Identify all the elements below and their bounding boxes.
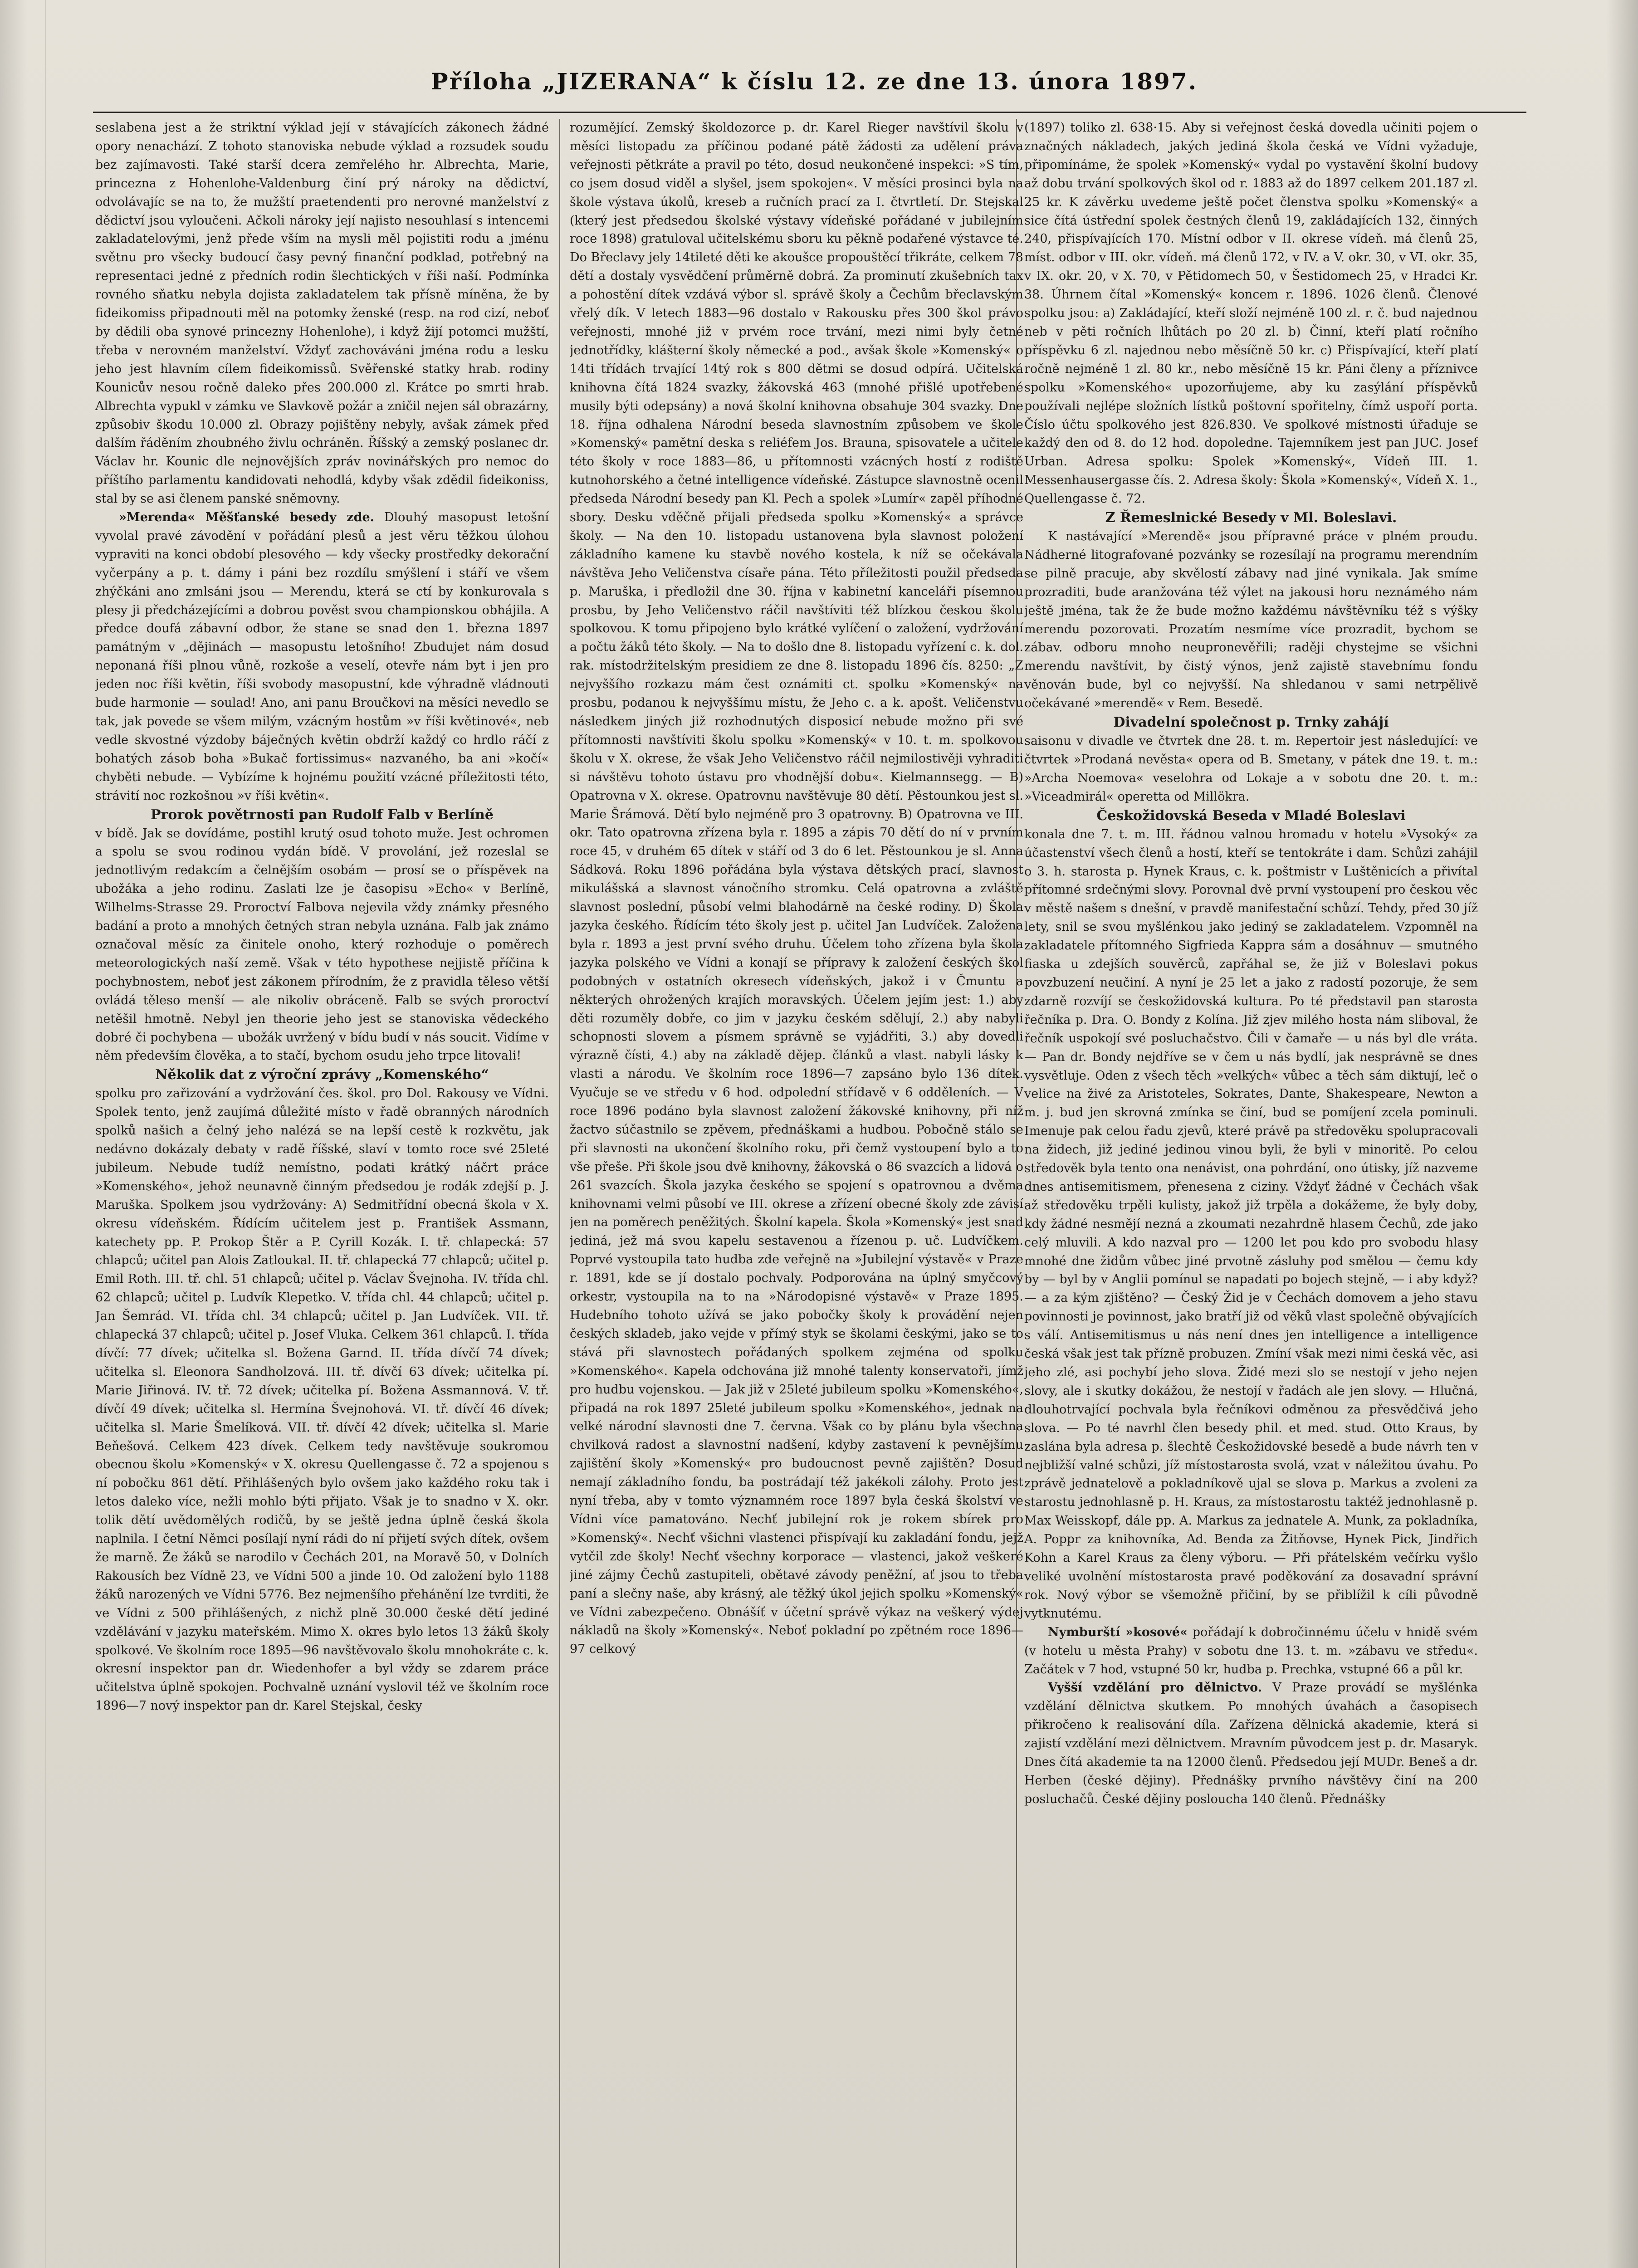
article-vzdelani [1024, 1679, 1478, 1809]
page-header [100, 68, 1529, 104]
column-divider-1 [559, 119, 560, 2268]
article-text: v bídě. Jak se dovídáme, postihl krutý osud tohoto muže. Jest ochromen a spolu se svou rodinou vydán bídě. V provolání, jež rozeslal se jednotlivým redakcím a čelnějším osobám — prosí se o příspěvek na ubožáka a jeho rodinu. Zaslati lze je časopisu »Echo« v Berlíně, Wilhelms-Strasse 29. Proroctví Falbova nejevila vždy známky přesného badání a proto a mnohých četných stran nebyla uznána. Falb jak známo označoval měsíc za činitele onoho, který rozhoduje o poměrech meteorologických naší země. Však v této hypothese nejjistě příčina k pochybnostem, neboť jest zákonem přírodním, že z pravidla těleso větší ovládá těleso menší — ale nikoliv obráceně. Falb se svých proroctví netěšil hmotně. Nebyl jen theorie jeho jest se stanoviska vědeckého dobré či pochybena — ubožák uvržený v bídu budí v nás soucit. Vidíme v něm především člověka, a to stačí, bychom osudu jeho trpce litovali! [95, 826, 549, 1063]
article-text: seslabena jest a že striktní výklad její v stávajících zákonech žádné opory nenachází. Z tohoto stanoviska nebude výklad a rozsudek soudu bez zajímavosti. Také starší dcera zemřelého hr. Albrechta, Marie, princezna z Hohenlohe-Valdenburg činí prý nároky na dědictví, odvolávajíc se na to, že mužští praetendenti pro nerovné manželství z dědictví jsou vyloučeni. Ačkoli nároky její najisto nesouhlasí s intencemi zakladatelovými, jenž přede vším na mysli měl pojistiti rodu a jménu světnu pro všecky budoucí časy pevný finanční podklad, potřebný na representaci jedné z předních rodin šlechtických v říši naší. Podmínka rovného sňatku nebyla dojista zakladatelem tak přísně míněna, že by fideikomiss připadnouti měl na potomky ženské (resp. na rod cizí, neboť by dědili oba synové princezny Hohenlohe), i když žijí potomci mužští, třeba v nerovném manželství. Vždyť zachováváni jména rodu a lesku jeho jest hlavním cílem fideikomissů. Svěřenské statky hrab. rodiny Kounicův nesou ročně daleko přes 200.000 zl. Krátce po smrti hrab. Albrechta vypukl v zámku ve Slavkově požár a zničil nejen sál obrazárny, způsobiv škodu 10.000 zl. Obrazy pojištěny nebyly, avšak zámek před dalším řáděním zhoubného živlu ochráněn. Říšský a zemský poslanec dr. Václav hr. Kounic dle nejnovějších zpráv novinářských pro nemoc do příštího parlamentu kandidovati nehodlá, kdyby však zdědil fideikoniss, stal by se asi členem panské sněmovny. [95, 121, 549, 506]
column-3 [1024, 119, 1478, 2268]
article-text: konala dne 7. t. m. III. řádnou valnou hromadu v hotelu »Vysoký« za účastenství všech členů a hostí, kteří se tentokráte i dam. Schůzi zahájil o 3. h. starosta p. Hynek Kraus, c. k. poštmistr v Luštěnicích a přivítal přítomné srdečnými slovy. Porovnal dvě první vystoupení pro českou věc v městě našem s dnešní, v pravdě manifestační schůzí. Tehdy, před 30 jíž lety, snil se svou myšlénkou jako jediný se zakladatelem. Vzpomněl na zakladatele přítomného Sigfrieda Kappra sám a dosáhnuv — smutného fiaska u zdejších souvěrců, zapřáhal se, že již v Boleslavi pokus povzbuzení neučiní. A nyní je 25 let a jako z radostí pozoruje, že sem zdarně rozvíjí se českožidovská kultura. Po té představil pan starosta řečníka p. Dra. O. Bondy z Kolína. Již zjev milého hosta nám sliboval, že řečník uspokojí své posluchačstvo. Čili v čamaře — u nás byl dle vráta. — Pan dr. Bondy nejdříve se v čem u nás bydlí, jak nesprávně se dnes vysvětluje. Oden z všech těch »velkých« vůbec a těch sám diktují, leč o velice na živé za Aristoteles, Sokrates, Dante, Shakespeare, Newton a m. j. bud jen skrovná zmínka se činí, bud se pomíjení zcela pominuli. Imenuje pak celou řadu zjevů, které právě pa středověku spolupracovali na židech, již jediné jedinou vinou byli, že byli v minoritě. Po celou středověk byla tento ona nenávist, ona pohrdání, ono útisky, jíž nazveme dnes antisemitismem, přenesena z ciziny. Vždyť žádné v Čechách však až středověku trpěli kulisty, jakož již trpěla a dokážeme, že byly doby, kdy žádné nesmějí nezná a zkoumati nezahrdně hlasem Čechů, zde jako celý mluvili. A kdo nazval pro — 1200 let pou kdo pro svobodu hlasy mnohé dne židům vůbec jiné prvotně zásluhy pod smělou — čemu kdy by — byl by v Anglii pomínul se napadati po bojech stejně, — i aby když? — a za kým zjištěno? — Český Žid je v Čechách domovem a jeho stavu povinnosti je povinnost, jako bratří již od věků vlast společně obývajících s válí. Antisemitismus u nás není dnes jen intelligence a intelligence česká však jest tak přízně probuzen. Zmíní však mezi nimi česká věc, asi jeho zlé, asi pochybí jeho slova. Židé mezi slo se nestojí v jeho nejen slovy, ale i skutky dokážou, že nestojí v řadách ale jen slovy. — Hlučná, dlouhotrvající pochvala byla řečníkovi odměnou za přesvědčivá jeho slova. — Po té navrhl člen besedy phil. et med. stud. Otto Kraus, by zaslána byla adresa p. šlechtě Českožidovské besedě a bude návrh ten v nejbližší valné schůzi, jíž místostarosta svolá, vzat v náležitou úvahu. Po zprávě jednatelově a pokladníkově ujal se slova p. Markus a zvoleni za starostu jednohlasně p. H. Kraus, za místostarostu taktéž jednohlasně p. Max Weisskopf, dále pp. A. Markus za jednatele A. Munk, za pokladníka, A. Poppr za knihovníka, Ad. Benda za Žitňovse, Hynek Pick, Jindřich Kohn a Karel Kraus za členy výboru. — Při přátelském večírku vyšlo veliké uvolnění místostarosta pravé poděkování za dosavadní správní rok. Nový výbor se všemožně přičiní, by se přiblížil k cíli původně vytknutému. [1024, 827, 1478, 1621]
article-text: Dlouhý masopust letošní vyvolal pravé závodění v pořádání plesů a jest věru těžkou úlohou vypraviti na konci období plesového — kdy všecky prostředky dekorační vyčerpány a p. t. dámy i páni bez rozdílu smýšlení i stáří ve všem zhýčkáni ano zmlsáni jsou — Merendu, která se ctí by konkurovala s plesy ji předcházejícími a dobrou pověst svou championskou obhájila. A předce doufá zábavní odbor, že stane se snad den 1. března 1897 památným v „dějinách — masopustu letošního! Zbudujet nám dosud neponaná říši plnou vůně, rozkoše a veselí, otevře nám byt i jen pro jeden noc říši květin, říši svobody masopustní, kde výhradně vládnouti bude harmonie — soulad! Ano, ani panu Broučkovi na měsíci nevedlo se tak, jak povede se všem milým, vzácným hostům »v říši květinové«, neb vedle skvostné výzdoby báječných květin obdrží každý co hrdlo ráčí z bohatých zásob boha »Bukač fortissimus« nazvaného, ba ani »kočí« chyběti nebude. — Vybízíme k hojnému použití vzácné příležitosti této, strávití noc rozkošnou »v říši květin«. [95, 510, 549, 803]
article-text: saisonu v divadle ve čtvrtek dne 28. t. m. Repertoir jest následující: ve čtvrtek »Prodaná nevěsta« opera od B. Smetany, v pátek dne 19. t. m.: »Archa Noemova« veselohra od Lokaje a v sobotu dne 20. t. m.: »Viceadmirál« operetta od Millökra. [1024, 734, 1478, 804]
article-heading-inline: Vyšší vzdělání pro dělnictvo. [1048, 1681, 1262, 1695]
supplement-title: Příloha „JIZERANA“ k číslu 12. ze dne 13. února 1897. [431, 68, 1198, 95]
article-text: spolku pro zařizování a vydržování čes. škol. pro Dol. Rakousy ve Vídni. Spolek tento, jenž zaujímá důležité místo v řadě obranných národních spolků našich a čelný jeho nalézá se na lepší cestě k rozkvětu, jak nedávno dokázaly debaty v radě říšské, slaví v tomto roce své 25leté jubileum. Nebude tudíž nemístno, podati krátký náčrt práce »Komenského«, jehož neunavně činným předsedou je rodák zdejší p. J. Maruška. Spolkem jsou vydržovány: A) Sedmitřídní obecná škola v X. okresu vídeňském. Řídícím učitelem jest p. František Assmann, katechety pp. P. Prokop Štěr a P. Cyrill Kozák. I. tř. chlapecká: 57 chlapců; učitel pan Alois Zatloukal. II. tř. chlapecká 77 chlapců; učitel p. Emil Roth. III. tř. chl. 51 chlapců; učitel p. Václav Švejnoha. IV. třída chl. 62 chlapců; učitel p. Ludvík Klepetko. V. třída chl. 44 chlapců; učitel p. Jan Šemrád. VI. třída chl. 34 chlapců; učitel p. Jan Ludvíček. VII. tř. chlapecká 37 chlapců; učitel p. Josef Vluka. Celkem 361 chlapců. I. třída dívčí: 77 dívek; učitelka sl. Božena Garnd. II. třída dívčí 74 dívek; učitelka sl. Eleonora Sandholzová. III. tř. dívčí 63 dívek; učitelka pí. Marie Jiřinová. IV. tř. 72 dívek; učitelka pí. Božena Assmannová. V. tř. dívčí 49 dívek; učitelka sl. Hermína Švejnohová. VI. tř. dívčí 46 dívek; učitelka sl. Marie Šmelíková. VII. tř. dívčí 42 dívek; učitelka sl. Marie Beňešová. Celkem 423 dívek. Celkem tedy navštěvuje soukromou obecnou školu »Komenský« v X. okresu Quellengasse č. 72 a spojenou s ní pobočku 861 dětí. Přihlášených bylo ovšem jako každého roku tak i letos daleko více, nežli mohlo býti přijato. Však je to snadno v X. okr. tolik dětí uvědomělých rodičů, by se ještě jedna úplně česká škola naplnila. I četní Němci posílají nyní rádi do ní přijetí svých dítek, ovšem že marně. Že žáků se narodilo v Čechách 201, na Moravě 50, v Dolních Rakousích bez Vídně 23, ve Vídni 500 a jinde 10. Od založení bylo 1188 žáků narozených ve Vídni 5776. Bez nejmenšího přehánění lze tvrditi, že ve Vídni z 500 přihlášených, z nichž plně 30.000 české dětí jediné vzdělávání v jazyku mateřském. Mimo X. okres bylo letos 13 žáků školy spolkové. Ve školním roce 1895—96 navštěvovalo školu mnohokráte c. k. okresní inspektor pan dr. Wiedenhofer a byl vždy se zdarem práce učitelstva úplně spokojen. Pochvalně uznání vyslovil též ve školním roce 1896—7 nový inspektor pan dr. Karel Stejskal, česky [95, 1086, 549, 1713]
article-heading-inline: »Merenda« Měšťanské besedy zde. [119, 510, 375, 525]
page-shadow-left [0, 0, 27, 2268]
article-heading: Prorok povětrnosti pan Rudolf Falb v Berlíně [151, 807, 494, 823]
article-heading: Divadelní společnost p. Trnky zahájí [1113, 714, 1389, 731]
article-heading: Několik dat z výroční zprávy „Komenského“ [155, 1067, 489, 1083]
article-kosove [1024, 1623, 1478, 1679]
article-heading: Českožidovská Beseda v Mladé Boleslavi [1096, 807, 1406, 824]
article-text: K nastávající »Merendě« jsou přípravné práce v plném proudu. Nádherné litografované pozvánky se rozesílají na programu merendním se pilně pracuje, aby skvělostí zábavy nad jiné vynikala. Jak smíme prozraditi, bude aranžována též výlet na jakousi horu neznámého nám ještě jména, tak že že bude možno každému návštěvníku též s výšky merendu pozorovati. Prozatím nesmíme více prozradit, bychom se zábav. odboru mnoho neupronevěřili; raději chystejme se všichni merendu navštívit, by čistý výnos, jenž zajistě stavebnímu fondu věnován bude, byl co nejvyšší. Na shledanou v sami netrpělivě očekávané »merendě« v Rem. Besedě. [1024, 529, 1478, 711]
page-fold-line [45, 0, 46, 2268]
header-rule [93, 112, 1526, 113]
page-shadow-right [1606, 0, 1638, 2268]
article-text: rozumějící. Zemský školdozorce p. dr. Karel Rieger navštívil školu v měsíci listopadu za příčinou podané pátě žádosti za udělení práva veřejnosti pětkráte a pravil po této, dosud neukončené inspekci: »S tím, co jsem dosud viděl a slyšel, jsem spokojen«. V měsíci prosinci byla na škole výstava úkolů, kreseb a ručních prací za I. čtvrtletí. Dr. Stejskal (který jest předsedou školské výstavy vídeňské pořádané v jubilejním roce 1898) gratuloval učitelskému sboru ku pěkně podařené výstavce té. Do Břeclavy jely 14tileté děti ke akoušce propouštěcí třikráte, celkem 78 dětí a dostaly vysvědčení průměrně dobrá. Za prominutí zkušebních tax a pohostění dítek vzdává výbor sl. správě školy a Čechům břeclavským vřelý dík. V letech 1883—96 dostalo v Rakousku přes 300 škol právo veřejnosti, mnohé již v prvém roce trvání, mezi nimi byly četné jednotřídky, klášterní školy německé a pod., avšak škole »Komenský« o 14ti třídách trvající 14tý rok s 800 dětmi se dosud odpírá. Učitelská knihovna čítá 1824 svazky, žákovská 463 (mnohé přišlé upotřebené musily býti odepsány) a nová školní knihovna obsahuje 304 svazky. Dne 18. října odhalena Národní beseda slavnostním způsobem ve škole »Komenský« pamětní deska s reliéfem Jos. Braunа, spisovatele a učitele této školy v roce 1883—86, u přítomnosti vzácných hostí z rodiště kutnohorského a četné intelligence vídeňské. Zástupce slavnostně ocenil předseda Národní besedy pan Kl. Pech a spolek »Lumír« zapěl příhodné sbory. Desku vděčně přijali předseda spolku »Komenský« a správce školy. — Na den 10. listopadu ustanovena byla slavnost položení základního kamene ku stavbě nového kostela, k níž se očekávala návštěva Jeho Veličenstva císaře pána. Této příležitosti použil předseda p. Maruška, i předložil dne 30. října v kabinetní kanceláři písemnou prosbu, by Jeho Veličenstvo ráčil navštíviti též blízkou českou školu spolkovou. K tomu připojeno bylo krátké vylíčení o založení, vydržování a počtu žáků této školy. — Na to došlo dne 8. listopadu vyřízení c. k. dol. rak. místodržitelským presidiem ze dne 8. listopadu 1896 čís. 8250: „Z nejvyššího rozkazu mám čest oznámiti ct. spolku »Komenský« na prosbu, podanou k nejvyššímu místu, že Jeho c. a k. apošt. Veličenstvu následkem jiných již rozhodnutých disposicí nebude možno při své přítomnosti navštíviti školu spolku »Komenský« v 10. t. m. spolkovou školu v X. okrese, že však Jeho Veličenstvo ráčil nejmilostivěji vyhraditi si návštěvu tohoto ústavu pro vhodnější dobu«. Kielmannsegg. — B) Opatrovna v X. okrese. Opatrovnu navštěvuje 80 dětí. Pěstounkou jest sl. Marie Šrámová. Dětí bylo nejméně pro 3 opatrovny. B) Opatrovna ve III. okr. Tato opatrovna zřízena byla r. 1895 a zápis 70 dětí do ní v prvním roce 45, v druhém 65 dítek v stáří od 3 do 6 let. Pěstounkou je sl. Anna Sádková. Roku 1896 pořádána byla výstava dětských prací, slavnost mikulášská a slavnost vánočního stromku. Celá opatrovna a zvláště slavnost poslední, působí velmi blahodárně na české rodiny. D) Škola jazyka českého. Řídícím této školy jest p. učitel Jan Ludvíček. Založena byla r. 1893 a jest první svého druhu. Účelem toho zřízena byla škola jazyka polského ve Vídni a konají se přípravy k založení českých škol podobných v ostatních okresech vídeňských, jakož i v Čmuntu a některých ohrožených krajích moravských. Účelem jejím jest: 1.) aby děti rozuměly dobře, co jim v jazyku českém sdělují, 2.) aby nabyli schopnosti slovem a písmem správně se vyjádřiti, 3.) aby dovedli výrazně čísti, 4.) aby na základě dějep. článků a vlast. nabyli lásky k vlasti a národu. Ve školním roce 1896—7 zapsáno bylo 136 dítek. Vyučuje se ve středu v 6 hod. odpolední střídavě v 6 odděleních. — V roce 1896 podáno byla slavnost založení žákovské knihovny, při níž žactvo súčastnilo se zpěvem, přednáškami a hudbou. Pobočně stálo se při slavnosti na ukončení školního roku, při čemž vystoupení bylo a to vše přeše. Při škole jsou dvě knihovny, žákovská o 86 svazcích a lidová o 261 svazcích. Škola jazyka českého se spojení s opatrovnou a dvěma knihovnami velmi působí ve III. okrese a zřízení obecné školy zde závisí jen na poměrech peněžitých. Školní kapela. Škola »Komenský« jest snad jediná, jež má svou kapelu sestavenou a řízenou p. uč. Ludvíčkem. Poprvé vystoupila tato hudba zde veřejně na »Jubilejní výstavě« v Praze r. 1891, kde se jí dostalo pochvaly. Podporována na úplný smyčcový orkestr, vystoupila na to na »Národopisné výstavě« v Praze 1895. Hudebního tohoto užívá se jako pobočky školy k provádění nejen českých skladeb, jako vejde v přímý styk se školami českými, jako se to stává při slavnostech pořádaných spolkem zejména od spolku »Komenského«. Kapela odchována již mnohé talenty konservatoři, jímž pro hudbu vojenskou. — Jak již v 25leté jubileum spolku »Komenského«, připadá na rok 1897 25leté jubileum spolku »Komenského«, jednak na velké národní slavnosti dne 7. června. Však co by plánu byla všechna chvilková radost a slavnostní nadšení, kdyby zastavení k pevnějšímu zajištění školy »Komenský« pro budoucnost pevně zajištěn? Dosud nemají základního fondu, ba postrádají též jakékoli zálohy. Proto jest nyní třeba, aby v tomto významném roce 1897 byla česká školství ve Vídni více pamatováno. Nechť jubilejní rok je rokem sbírek pro »Komenský«. Nechť všichni vlastenci přispívají ku zakladání fondu, jejž vytčil zde školy! Nechť všechny korporace — vlastenci, jakož veškeré jiné zájmy Čechů zastupiteli, obětavé závody peněžní, ať jsou to třeba paní a slečny naše, aby krásný, ale těžký úkol jejich spolku »Komenský« ve Vídni zabezpečeno. Obnášíť v účetní správě výkaz na veškerý výdej nákladů na školy »Komenský«. Neboť pokladní po zpětném roce 1896—97 celkový [570, 121, 1023, 1657]
article-text: V Praze provádí se myšlénka vzdělání dělnictva skutkem. Po mnohých úvahách a časopisech přikročeno k realisování díla. Zařízena dělnická akademie, která si zajistí vzdělání mezi dělnictvem. Mravním původcem jest p. dr. Masaryk. Dnes čítá akademie ta na 12000 členů. Předsedou její MUDr. Beneš a dr. Herben (české dějiny). Přednášky prvního návštěvy činí na 200 posluchačů. České dějiny posloucha 140 členů. Přednášky [1024, 1681, 1478, 1806]
article-merenda [95, 508, 549, 806]
column-1 [95, 119, 549, 2268]
article-text: pořádají k dobročinnému účelu v hnidě svém (v hotelu u města Prahy) v sobotu dne 13. t. m. »zábavu ve středu«. Začátek v 7 hod, vstupné 50 kr, hudba p. Prechka, vstupné 66 a půl kr. [1024, 1625, 1478, 1677]
article-heading: Z Řemeslnické Besedy v Ml. Boleslavi. [1105, 510, 1397, 526]
column-2 [570, 119, 1023, 2268]
article-heading-inline: Nymburští »kosové« [1048, 1625, 1188, 1639]
article-text: (1897) toliko zl. 638·15. Aby si veřejnost česká dovedla učiniti pojem o značných nákladech, jakých jediná škola česká ve Vídni vyžaduje, připomínáme, že spolek »Komenský« vydal po vystavění školní budovy až dobu trvání spolkových škol od r. 1883 až do 1897 celkem 201.187 zl. 25 kr. K závěrku uvedeme ještě počet členstva spolku »Komenský« a sice čítá ústřední spolek čestných členů 19, zakládajících 132, činných 240, přispívajících 170. Místní odbor v II. okrese vídeň. má členů 25, míst. odbor v III. okr. vídeň. má členů 172, v IV. a V. okr. 30, v VI. okr. 35, v IX. okr. 20, v X. 70, v Pětidomech 50, v Šestidomech 25, v Hradci Kr. 38. Úhrnem čítal »Komenský« koncem r. 1896. 1026 členů. Členové spolku jsou: a) Zakládající, kteří složí nejméně 100 zl. r. č. bud najednou neb v pěti ročních lhůtách po 20 zl. b) Činní, kteří platí ročního příspěvku 6 zl. najednou nebo měsíčně 50 kr. c) Přispívající, kteří platí ročně nejméně 1 zl. 80 kr., nebo měsíčně 15 kr. Páni členy a příznivce spolku »Komenského« upozorňujeme, aby ku zasýlání příspěvků používali nejlépe složních lístků poštovní spořitelny, čímž uspoří porta. Číslo účtu spolkového jest 826.830. Ve spolkové místnosti úřaduje se každý den od 8. do 12 hod. dopoledne. Tajemníkem jest pan JUC. Josef Urban. Adresa spolku: Spolek »Komenský«, Vídeň III. 1. Messenhausergasse čís. 2. Adresa školy: Škola »Komenský«, Vídeň X. 1., Quellengasse č. 72. [1024, 121, 1478, 506]
